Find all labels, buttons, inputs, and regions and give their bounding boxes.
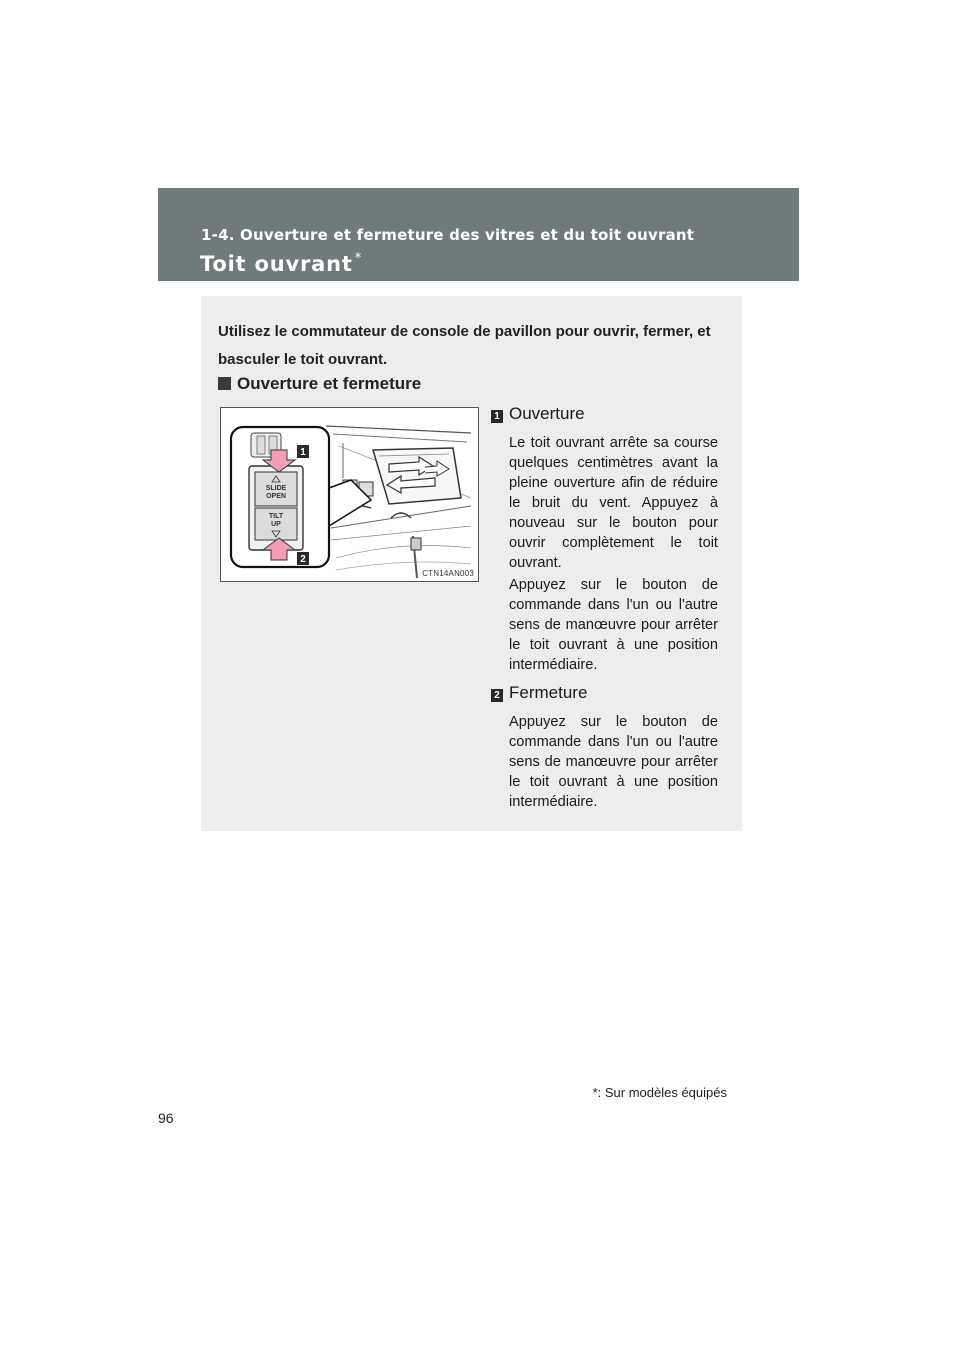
page-title bbox=[200, 251, 362, 276]
subheading-text: Ouverture et fermeture bbox=[237, 374, 422, 393]
item-2-title: Fermeture bbox=[509, 683, 588, 702]
switch-label-slide: SLIDE bbox=[265, 485, 287, 492]
sunroof-switch-figure bbox=[220, 407, 479, 582]
item-2-badge: 2 bbox=[491, 689, 503, 702]
title-asterisk: * bbox=[354, 251, 363, 266]
item-1-badge: 1 bbox=[491, 410, 503, 423]
callout-1-label: 1 bbox=[300, 447, 306, 458]
footnote: *: Sur modèles équipés bbox=[592, 1085, 727, 1100]
item-1-paragraph-1: Le toit ouvrant arrête sa course quelques centimètres avant la pleine ouverture afin de réduire le bruit du vent. Appuyez à nouveau sur le bouton pour ouvrir complètement le toit ouvrant. bbox=[509, 435, 718, 571]
callout-2-label: 2 bbox=[300, 554, 306, 565]
page-number: 96 bbox=[158, 1110, 174, 1126]
switch-label-tilt: TILT bbox=[268, 513, 284, 520]
item-1-paragraph-2: Appuyez sur le bouton de commande dans l'un ou l'autre sens de manœuvre pour arrêter le toit ouvrant à une position intermédiaire. bbox=[509, 577, 718, 673]
item-1-title: Ouverture bbox=[509, 404, 585, 423]
intro-text: Utilisez le commutateur de console de pavillon pour ouvrir, fermer, et basculer le toit ouvrant. bbox=[218, 323, 711, 368]
section-title: 1-4. Ouverture et fermeture des vitres et du toit ouvrant bbox=[201, 226, 695, 244]
switch-label-up: UP bbox=[271, 521, 281, 528]
square-bullet-icon bbox=[218, 377, 231, 390]
figure-code: CTN14AN003 bbox=[422, 569, 474, 578]
switch-label-open: OPEN bbox=[266, 493, 286, 500]
item-2-paragraph-1: Appuyez sur le bouton de commande dans l'un ou l'autre sens de manœuvre pour arrêter le toit ouvrant à une position intermédiaire. bbox=[509, 714, 718, 810]
page-title-text: Toit ouvrant bbox=[200, 252, 353, 276]
subheading bbox=[218, 374, 421, 394]
figure-illustration bbox=[221, 408, 478, 581]
